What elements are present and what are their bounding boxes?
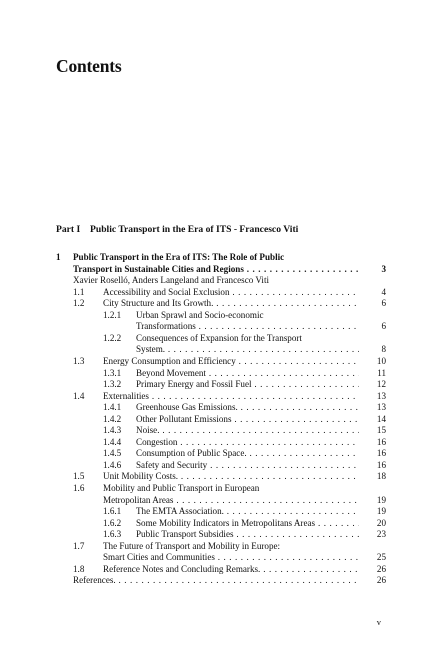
toc-entry-number: 1.4.2: [103, 413, 122, 424]
toc-entry-page: 13: [376, 390, 386, 401]
toc-entry-title: Public Transport Subsidies . . .: [136, 529, 359, 540]
toc-entry-title: Accessibility and Social Exclusion . . .: [103, 287, 359, 298]
toc-entry[interactable]: [0, 529, 439, 540]
toc-entry[interactable]: [0, 275, 439, 286]
toc-entry-title: Mobility and Public Transport in European: [103, 483, 260, 493]
toc-entry-title: Unit Mobility Costs. . . .: [103, 471, 359, 482]
toc-entry-title: Consequences of Expansion for the Transport: [136, 332, 302, 343]
toc-entry-title: Consumption of Public Space. . . .: [136, 448, 359, 459]
toc-entry-number: 1.7: [73, 540, 85, 551]
toc-entry-number: 1.4.6: [103, 459, 122, 470]
toc-entry-number: 1.2: [73, 298, 85, 309]
toc-entry[interactable]: [0, 321, 439, 332]
toc-entry[interactable]: [0, 391, 439, 402]
toc-entry[interactable]: [0, 495, 439, 506]
toc-entry-number: 1.8: [73, 563, 85, 574]
toc-entry-title: Transport in Sustainable Cities and Regions . . .: [73, 264, 359, 275]
toc-entry[interactable]: [0, 344, 439, 355]
toc-entry[interactable]: [0, 541, 439, 552]
toc-entry-page: 26: [376, 575, 386, 586]
toc-entry-title: Smart Cities and Communities . . .: [103, 552, 359, 563]
toc-entry[interactable]: [0, 252, 439, 263]
toc-entry-title: The Future of Transport and Mobility in Europe:: [103, 540, 281, 551]
toc-entry[interactable]: [0, 575, 439, 586]
toc-entry-title: Beyond Movement . . .: [136, 368, 359, 379]
toc-entry[interactable]: [0, 379, 439, 390]
toc-entry-title: Primary Energy and Fossil Fuel . . .: [136, 379, 359, 390]
toc-entry-title: Greenhouse Gas Emissions. . . .: [136, 402, 359, 413]
toc-entry[interactable]: [0, 264, 439, 275]
toc-entry-page: 6: [381, 321, 386, 332]
toc-entry-title: Other Pollutant Emissions . . .: [136, 414, 359, 425]
toc-entry-title: Xavier Roselló, Anders Langeland and Francesco Viti: [73, 275, 270, 286]
toc-entry-number: 1.2.2: [103, 332, 122, 343]
part-title: Public Transport in the Era of ITS - Francesco Viti: [90, 224, 299, 235]
toc-entry[interactable]: [0, 356, 439, 367]
toc-entry-number: 1.5: [73, 471, 85, 482]
toc-entry-page: 14: [376, 413, 386, 424]
toc-entry-page: 16: [376, 448, 386, 459]
toc-entry[interactable]: [0, 437, 439, 448]
toc-entry[interactable]: [0, 287, 439, 298]
toc-entry-page: 20: [376, 517, 386, 528]
toc-entry[interactable]: [0, 448, 439, 459]
toc-entry-title: Safety and Security . . .: [136, 460, 359, 471]
toc-entry-page: 11: [377, 367, 386, 378]
toc-entry[interactable]: [0, 368, 439, 379]
toc-entry-number: 1.4.4: [103, 436, 122, 447]
toc-entry-number: 1.6.1: [103, 506, 122, 517]
toc-entry-number: 1.4: [73, 390, 85, 401]
toc-entry-page: 13: [376, 402, 386, 413]
toc-entry-title: Some Mobility Indicators in Metropolitans Areas . . .: [136, 518, 359, 529]
toc-entry-number: 1.6.3: [103, 529, 122, 540]
toc-entry-number: 1.4.1: [103, 402, 122, 413]
toc-entry-title: Urban Sprawl and Socio-economic: [136, 309, 264, 320]
toc-entry-title: Congestion . . .: [136, 437, 359, 448]
toc-entry[interactable]: [0, 564, 439, 575]
toc-entry-title: Public Transport in the Era of ITS: The Role of Public: [73, 252, 285, 262]
toc-entry-page: 16: [376, 436, 386, 447]
toc-entry-page: 25: [376, 552, 386, 563]
toc-entry-number: 1.6.2: [103, 517, 122, 528]
toc-entry[interactable]: [0, 414, 439, 425]
toc-entry-page: 26: [376, 563, 386, 574]
toc-entry-page: 12: [376, 379, 386, 390]
toc-entry[interactable]: [0, 402, 439, 413]
toc-entry[interactable]: [0, 483, 439, 494]
toc-entry[interactable]: [0, 460, 439, 471]
toc-entry-title: System. . . .: [136, 344, 359, 355]
toc-entry-page: 3: [381, 263, 386, 274]
toc-entry-number: 1.3: [73, 355, 85, 366]
toc-entry-title: Energy Consumption and Efficiency . . .: [103, 356, 359, 367]
toc-entry-page: 19: [376, 494, 386, 505]
toc-entry-page: 15: [376, 425, 386, 436]
toc-entry-page: 6: [381, 298, 386, 309]
toc-entry-title: Externalities . . .: [103, 391, 359, 402]
part-number: Part I: [56, 224, 81, 235]
toc-entry[interactable]: [0, 425, 439, 436]
toc-entry[interactable]: [0, 552, 439, 563]
toc-entry[interactable]: [0, 333, 439, 344]
toc-entry-title: Metropolitan Areas . . .: [103, 495, 359, 506]
toc-entry-number: 1: [56, 252, 61, 262]
toc-entry-title: Noise. . . .: [136, 425, 359, 436]
toc-entry-number: 1.6: [73, 483, 85, 493]
toc-entry-page: 16: [376, 459, 386, 470]
toc-entry-title: The EMTA Association. . . .: [136, 506, 359, 517]
toc-entry-number: 1.3.1: [103, 367, 122, 378]
toc-entry-page: 19: [376, 506, 386, 517]
toc-entry-page: 23: [376, 529, 386, 540]
toc-entry-number: 1.2.1: [103, 309, 122, 320]
toc-entry[interactable]: [0, 298, 439, 309]
toc-entry[interactable]: [0, 506, 439, 517]
page-number: v: [376, 617, 381, 627]
page-title: Contents: [56, 56, 122, 76]
part-heading: [56, 224, 298, 235]
toc-entry-page: 18: [376, 471, 386, 482]
toc-entry-title: References. . . .: [73, 575, 359, 586]
toc-entry-page: 4: [381, 286, 386, 297]
toc-entry-page: 10: [376, 355, 386, 366]
toc-entry-number: 1.1: [73, 286, 85, 297]
toc-entry-number: 1.4.3: [103, 425, 122, 436]
toc-entry-page: 8: [381, 344, 386, 355]
toc-entry-title: City Structure and Its Growth. . . .: [103, 298, 359, 309]
toc-entry-number: 1.4.5: [103, 448, 122, 459]
toc-entry[interactable]: [0, 471, 439, 482]
toc-entry-title: Transformations . . .: [136, 321, 359, 332]
toc-entry-number: 1.3.2: [103, 379, 122, 390]
toc-entry-title: Reference Notes and Concluding Remarks. . . .: [103, 564, 359, 575]
toc-entry[interactable]: [0, 518, 439, 529]
toc-entry[interactable]: [0, 310, 439, 321]
